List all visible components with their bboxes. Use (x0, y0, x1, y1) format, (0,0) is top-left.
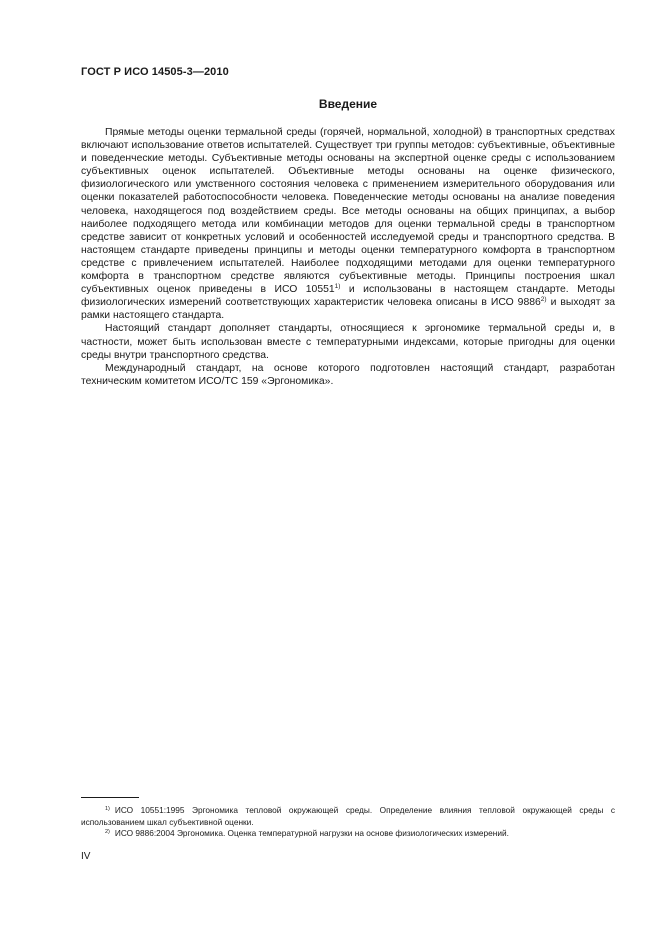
paragraph-1-text-a: Прямые методы оценки термальной среды (горячей, нормальной, холодной) в транспортных средствах включают использование ответов испытателей. Существует три группы методов: субъективные, объективные и поведенческие методы. Субъективные методы основаны на экспертной оценке среды с использованием субъективных оценок испытателей. Объективные методы основаны на оценке физического, физиологического или умственного состояния человека с применением измерительного оборудования или оценки показателей работоспособности человека. Поведенческие методы основаны на анализе поведения человека, находящегося под воздействием среды. Все методы основаны на общих принципах, а выбор наиболее подходящего метода или комбинации методов для оценки термальной среды в транспортном средстве зависит от конкретных условий и особенностей исследуемой среды и транспортного средства. В настоящем стандарте приведены принципы и методы оценки температурного комфорта в транспортном средстве с привлечением испытателей. Наиболее подходящими методами для оценки температурного комфорта в транспортном средстве являются субъективные методы. Принципы построения шкал субъективных оценок приведены в ИСО 10551 (81, 127, 615, 296)
paragraph-2: Настоящий стандарт дополняет стандарты, относящиеся к эргономике термальной среды и, в частности, может быть использован вместе с температурными индексами, которые пригодны для оценки среды внутри транспортного средства. (81, 323, 615, 361)
page-number: IV (81, 851, 91, 862)
footnote-2-text: ИСО 9886:2004 Эргономика. Оценка температурной нагрузки на основе физиологических измерений. (114, 828, 509, 838)
document-header: ГОСТ Р ИСО 14505-3—2010 (81, 66, 229, 78)
footnote-1 (81, 805, 615, 828)
footnote-ref-1: 1) (334, 283, 341, 291)
footnotes (81, 805, 615, 840)
footnote-ref-2: 2) (540, 296, 547, 304)
paragraph-3: Международный стандарт, на основе которого подготовлен настоящий стандарт, разработан техническим комитетом ИСО/ТС 159 «Эргономика». (81, 362, 615, 387)
footnote-2-mark: 2) (105, 829, 110, 835)
paragraph-1-text-b: и использованы в настоящем стандарте. Методы физиологических измерений соответствующих характеристик человека описаны в ИСО 9886 (81, 284, 616, 309)
footnote-2 (81, 828, 615, 840)
body-text (81, 126, 615, 388)
footnote-1-text: ИСО 10551:1995 Эргономика тепловой окружающей среды. Определение влияния тепловой окружающей среды с использованием шкал субъективной оценки. (81, 805, 615, 827)
footnote-divider (81, 797, 139, 798)
section-title: Введение (318, 97, 378, 111)
paragraph-1 (81, 126, 615, 322)
footnote-1-mark: 1) (105, 806, 110, 812)
paragraph-1-text-c: и выходят за рамки настоящего стандарта. (81, 297, 615, 322)
